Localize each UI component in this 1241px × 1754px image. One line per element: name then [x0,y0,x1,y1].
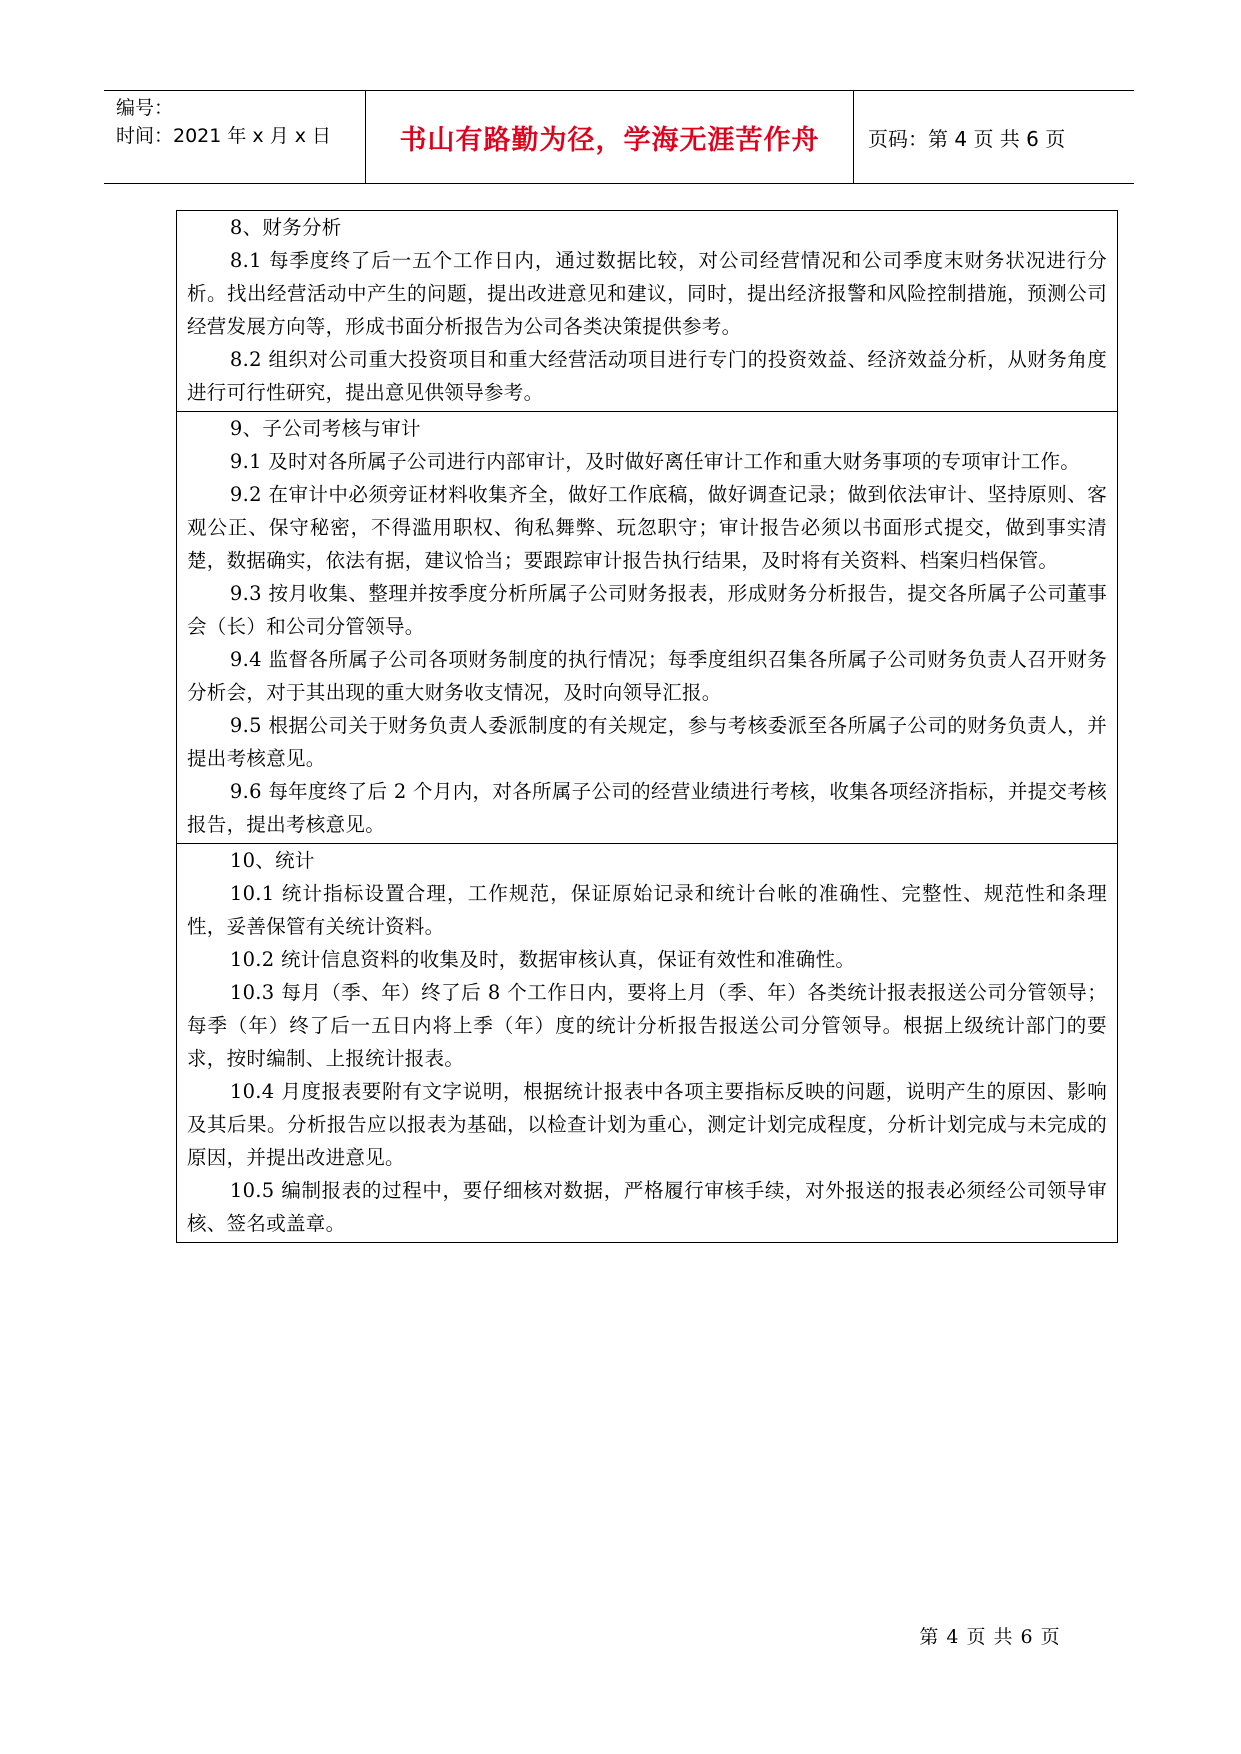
page-header [104,90,1134,184]
section-paragraph: 10.5 编制报表的过程中，要仔细核对数据，严格履行审核手续，对外报送的报表必须经公司领导审核、签名或盖章。 [187,1179,1107,1235]
content-section [177,211,1117,411]
header-motto: 书山有路勤为径，学海无涯苦作舟 [366,91,854,183]
section-paragraph: 10.2 统计信息资料的收集及时，数据审核认真，保证有效性和准确性。 [229,948,856,971]
header-page-label: 页码：第 4 页 共 6 页 [868,126,1066,151]
content-table [176,210,1118,1243]
section-paragraph: 9.6 每年度终了后 2 个月内，对各所属子公司的经营业绩进行考核，收集各项经济指标，并提交考核报告，提出考核意见。 [187,780,1107,836]
section-paragraph: 8.2 组织对公司重大投资项目和重大经营活动项目进行专门的投资效益、经济效益分析，从财务角度进行可行性研究，提出意见供领导参考。 [187,348,1107,404]
header-meta [104,91,366,183]
section-heading: 10、统计 [229,849,315,872]
section-paragraph: 10.4 月度报表要附有文字说明，根据统计报表中各项主要指标反映的问题，说明产生的原因、影响及其后果。分析报告应以报表为基础，以检查计划为重心，测定计划完成程度，分析计划完成与未完成的原因，并提出改进意见。 [187,1080,1107,1169]
section-paragraph: 9.2 在审计中必须旁证材料收集齐全，做好工作底稿，做好调查记录；做到依法审计、坚持原则、客观公正、保守秘密，不得滥用职权、徇私舞弊、玩忽职守；审计报告必须以书面形式提交，做到事实清楚，数据确实，依法有据，建议恰当；要跟踪审计报告执行结果，及时将有关资料、档案归档保管。 [187,483,1107,572]
document-number-label: 编号： [116,97,174,119]
document-time-label: 时间：2021 年 x 月 x 日 [116,125,332,147]
page-footer: 第 4 页 共 6 页 [919,1626,1061,1648]
section-paragraph: 8.1 每季度终了后一五个工作日内，通过数据比较，对公司经营情况和公司季度末财务状况进行分析。找出经营活动中产生的问题，提出改进意见和建议，同时，提出经济报警和风险控制措施，预测公司经营发展方向等，形成书面分析报告为公司各类决策提供参考。 [187,249,1107,338]
content-section [177,843,1117,1242]
section-heading: 9、子公司考核与审计 [229,417,421,440]
section-heading: 8、财务分析 [229,216,342,239]
section-paragraph: 9.5 根据公司关于财务负责人委派制度的有关规定，参与考核委派至各所属子公司的财务负责人，并提出考核意见。 [187,714,1107,770]
section-paragraph: 10.3 每月（季、年）终了后 8 个工作日内，要将上月（季、年）各类统计报表报送公司分管领导；每季（年）终了后一五日内将上季（年）度的统计分析报告报送公司分管领导。根据上级统计部门的要求，按时编制、上报统计报表。 [187,981,1107,1070]
section-paragraph: 9.3 按月收集、整理并按季度分析所属子公司财务报表，形成财务分析报告，提交各所属子公司董事会（长）和公司分管领导。 [187,582,1107,638]
content-section [177,411,1117,843]
section-paragraph: 9.4 监督各所属子公司各项财务制度的执行情况；每季度组织召集各所属子公司财务负责人召开财务分析会，对于其出现的重大财务收支情况，及时向领导汇报。 [187,648,1107,704]
section-paragraph: 10.1 统计指标设置合理，工作规范，保证原始记录和统计台帐的准确性、完整性、规范性和条理性，妥善保管有关统计资料。 [187,882,1107,938]
section-paragraph: 9.1 及时对各所属子公司进行内部审计，及时做好离任审计工作和重大财务事项的专项审计工作。 [229,450,1081,473]
